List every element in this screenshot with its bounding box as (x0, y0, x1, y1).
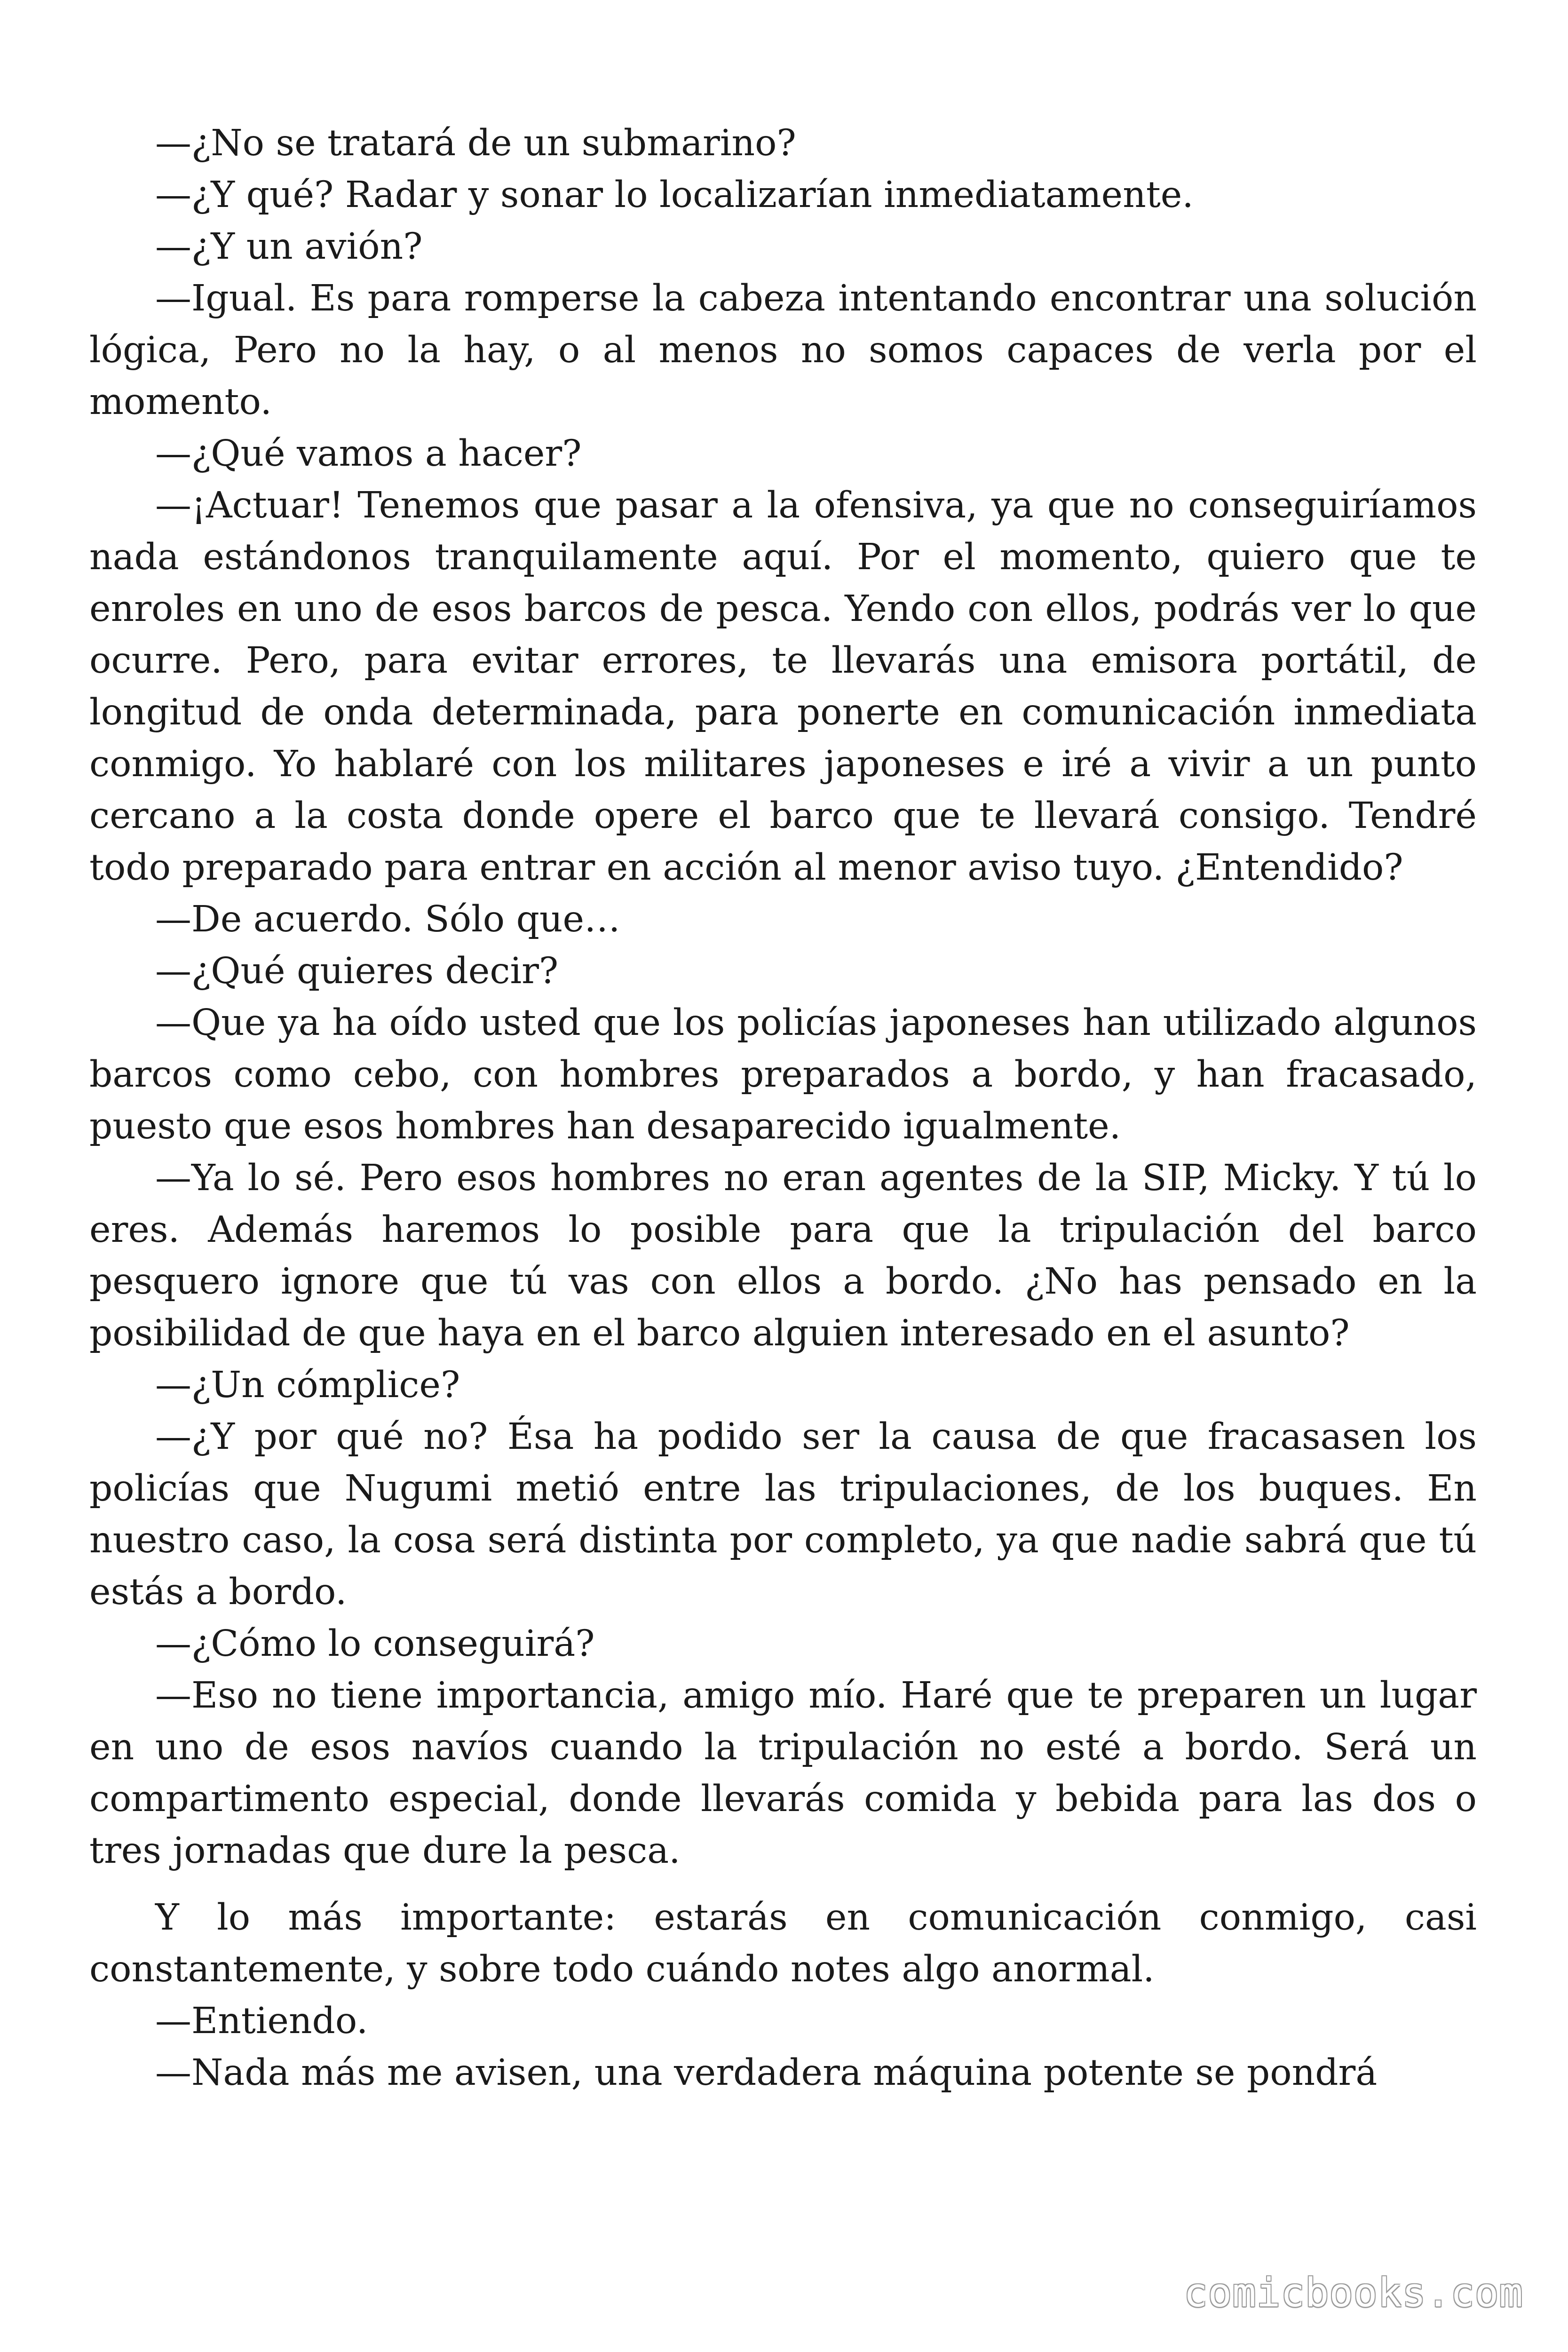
paragraph: —¿Qué vamos a hacer? (155, 433, 582, 475)
paragraph: Y lo más importante: estarás en comunicación conmigo, casi constantemente, y sobre todo cuándo notes algo anormal. (89, 1897, 1477, 1990)
paragraph: —¡Actuar! Tenemos que pasar a la ofensiva, ya que no conseguiríamos nada estándonos tranquilamente aquí. Por el momento, quiero que te enroles en uno de esos barcos de pesca. Yendo con ellos, podrás ver lo que ocurre. Pero, para evitar errores, te llevarás una emisora portátil, de longitud de onda determinada, para ponerte en comunicación inmediata conmigo. Yo hablaré con los militares japoneses e iré a vivir a un punto cercano a la costa donde opere el barco que te llevará consigo. Tendré todo preparado para entrar en acción al menor aviso tuyo. ¿Entendido? (89, 485, 1477, 889)
paragraph: —Eso no tiene importancia, amigo mío. Haré que te preparen un lugar en uno de esos navíos cuando la tripulación no esté a bordo. Será un compartimento especial, donde llevarás comida y bebida para las dos o tres jornadas que dure la pesca. (89, 1675, 1477, 1872)
paragraph: —¿Cómo lo conseguirá? (155, 1623, 595, 1665)
paragraph: —¿Y qué? Radar y sonar lo localizarían inmediatamente. (155, 174, 1194, 216)
paragraph: —¿Y un avión? (155, 226, 423, 268)
paragraph: —¿Qué quieres decir? (155, 950, 559, 992)
paragraph: —¿Un cómplice? (155, 1364, 460, 1406)
paragraph: —De acuerdo. Sólo que… (155, 898, 621, 940)
paragraph: —Que ya ha oído usted que los policías japoneses han utilizado algunos barcos como cebo, con hombres preparados a bordo, y han fracasado, puesto que esos hombres han desaparecido igualmente. (89, 1002, 1477, 1147)
paragraph: —¿Y por qué no? Ésa ha podido ser la causa de que fracasasen los policías que Nugumi metió entre las tripulaciones, de los buques. En nuestro caso, la cosa será distinta por completo, ya que nadie sabrá que tú estás a bordo. (89, 1416, 1477, 1613)
paragraph: —Igual. Es para romperse la cabeza intentando encontrar una solución lógica, Pero no la hay, o al menos no somos capaces de verla por el momento. (89, 278, 1477, 423)
paragraph: —Ya lo sé. Pero esos hombres no eran agentes de la SIP, Micky. Y tú lo eres. Además haremos lo posible para que la tripulación del barco pesquero ignore que tú vas con ellos a bordo. ¿No has pensado en la posibilidad de que haya en el barco alguien interesado en el asunto? (89, 1157, 1477, 1354)
paragraph: —¿No se tratará de un submarino? (155, 122, 796, 164)
page-text (89, 118, 1477, 2099)
watermark-logo: comicbooks.com (1183, 2270, 1523, 2316)
paragraph: —Nada más me avisen, una verdadera máquina potente se pondrá (155, 2052, 1378, 2094)
paragraph: —Entiendo. (155, 2000, 368, 2042)
